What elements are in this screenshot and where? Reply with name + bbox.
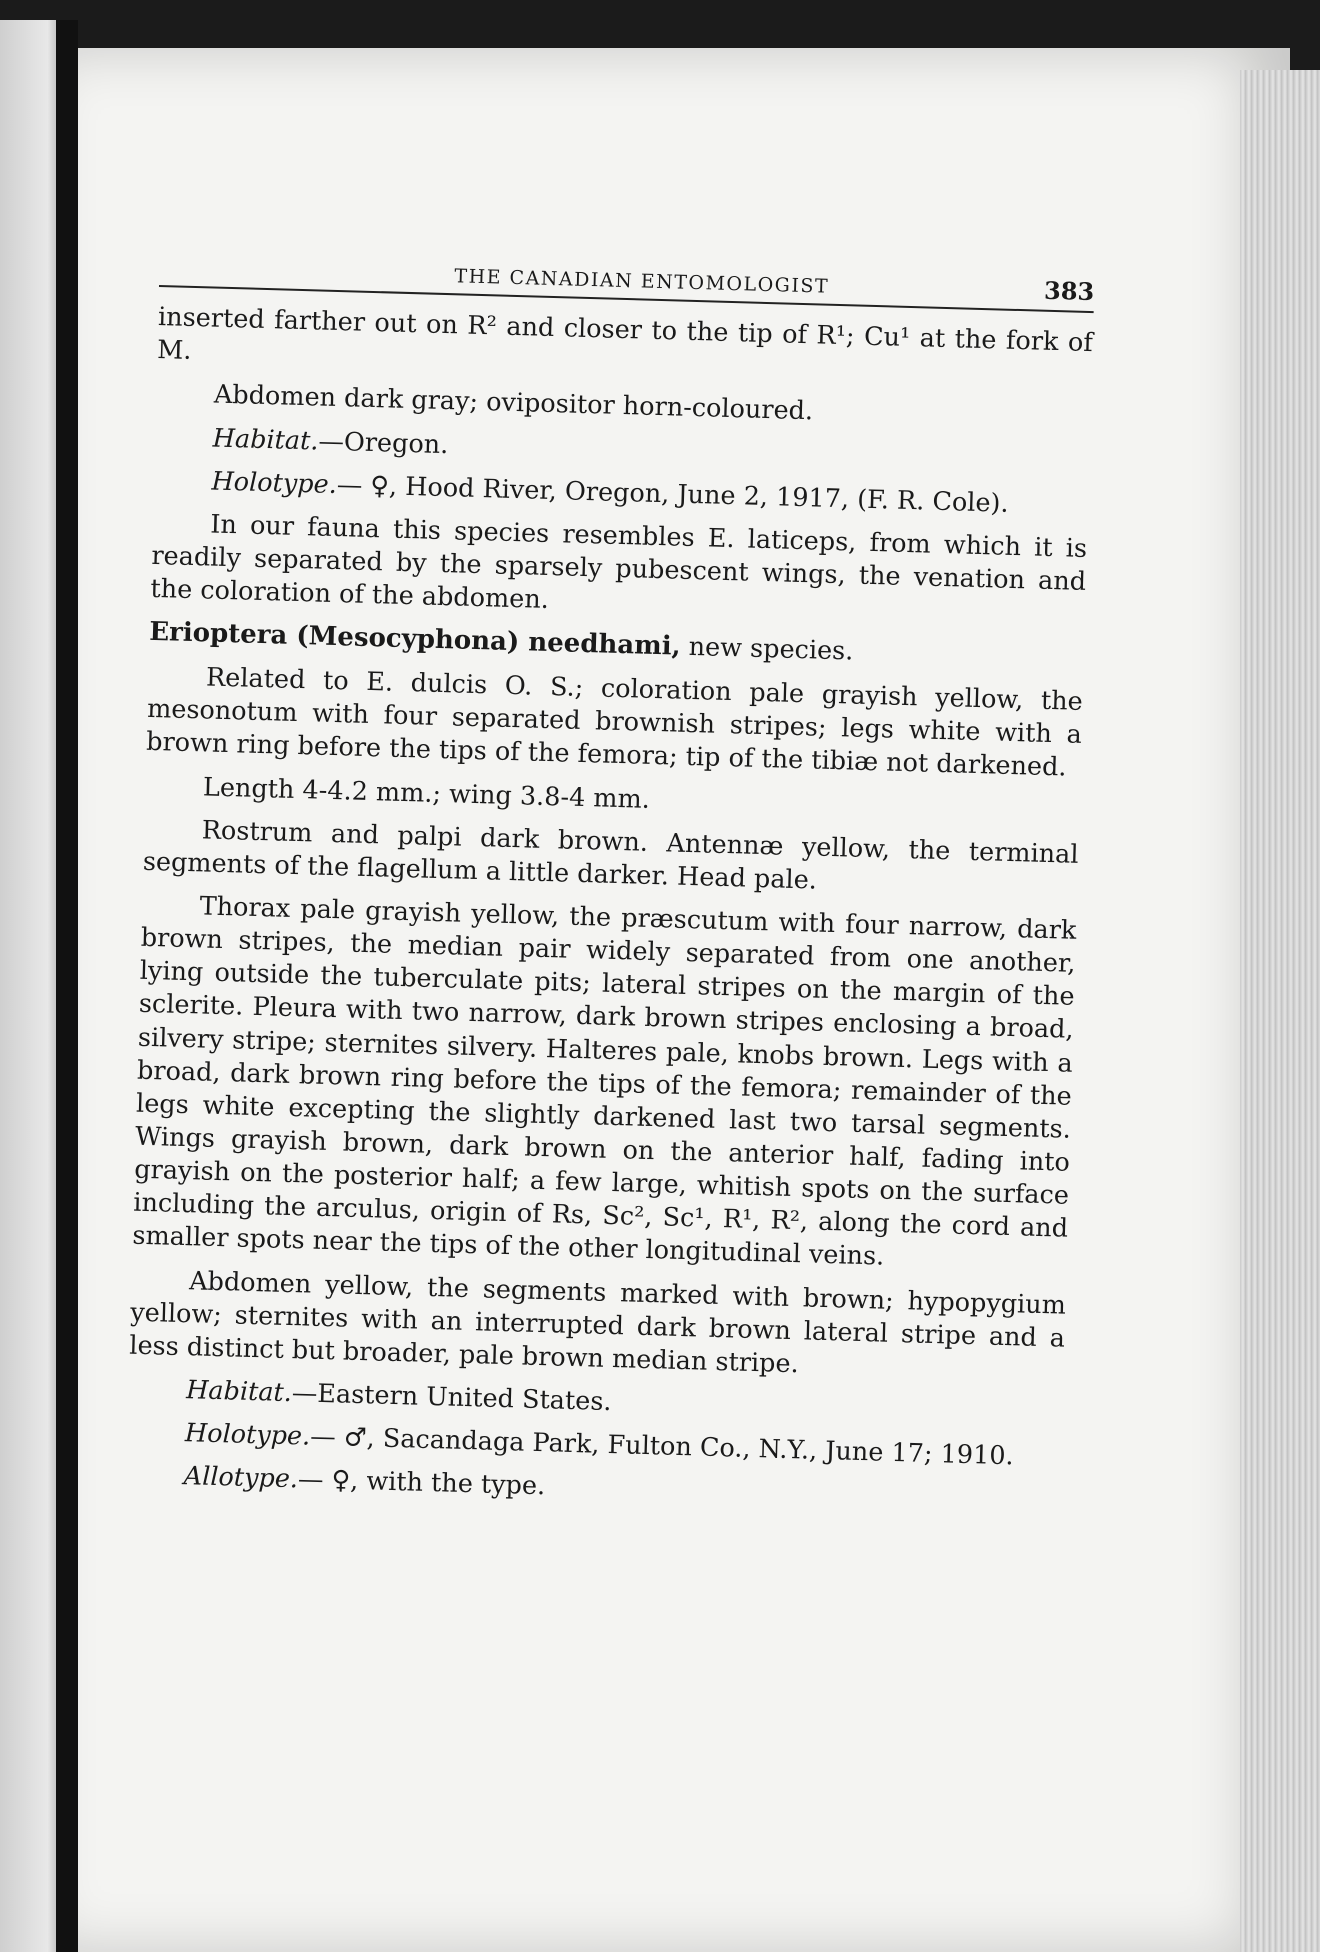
page-stack-edge [1240,70,1320,1952]
species-suffix: new species. [680,632,854,667]
habitat-label: Habitat. [212,423,319,457]
paragraph-comparison: In our fauna this species resembles E. laticeps, from which it is readily separated by the sparsely pubescent wings, the venation and the coloration of the abdomen. [150,509,1088,616]
page-text-block [125,250,1095,1528]
habitat-text-2: —Eastern United States. [291,1378,612,1417]
paragraph-venation: inserted farther out on R² and closer to the tip of R¹; Cu¹ at the fork of M. [156,302,1094,367]
paragraph-related: Related to E. dulcis O. S.; coloration pale grayish yellow, the mesonotum with four separated brownish stripes; legs white with a brown ring before the tips of the femora; tip of the tibiæ not darkened. [145,662,1084,783]
book-gutter [56,20,78,1952]
page-number: 383 [1043,275,1095,307]
holotype-label-2: Holotype. [184,1418,311,1452]
species-name: Erioptera (Mesocyphona) needhami, [148,617,682,662]
paragraph-head: Rostrum and palpi dark brown. Antennæ yellow, the terminal segments of the flagellum a little darker. Head pale. [142,815,1079,896]
paragraph-abdomen-description: Abdomen yellow, the segments marked with brown; hypopygium yellow; sternites with an interrupted dark brown lateral stripe and a less distinct but broader, pale brown median stripe. [128,1265,1067,1380]
holotype-text-2: — ♂, Sacandaga Park, Fulton Co., N.Y., June 17; 1910. [309,1421,1015,1472]
holotype-text: — ♀, Hood River, Oregon, June 2, 1917, (F. R. Cole). [336,469,1009,519]
allotype-text: — ♀, with the type. [297,1464,546,1502]
habitat-label-2: Habitat. [185,1375,293,1409]
allotype-label: Allotype. [183,1461,299,1495]
paragraph-abdomen: Abdomen dark gray; ovipositor horn-coloured. [213,380,814,427]
paragraph-thorax: Thorax pale grayish yellow, the præscutum with four narrow, dark brown stripes, the median pair widely separated from one another, lying outside the tuberculate pits; lateral stripes on the margin of the sclerite. Pleura with two narrow, dark brown stripes enclosing a broad, silvery stripe; sternites silvery. Halteres pale, knobs brown. Legs with a broad, dark brown ring before the tips of the femora; remainder of the legs white excepting the slightly darkened last two tarsal segments. Wings grayish brown, dark brown on the anterior half, fading into grayish on the posterior half; a few large, whitish spots on the surface including the arculus, origin of Rs, Sc², Sc¹, R¹, R², along the cord and smaller spots near the tips of the other longitudinal veins. [132,891,1077,1272]
holotype-label: Holotype. [211,466,338,500]
paragraph-length: Length 4-4.2 mm.; wing 3.8-4 mm. [202,771,651,815]
habitat-text: —Oregon. [318,426,449,460]
running-title: THE CANADIAN ENTOMOLOGIST [454,265,830,298]
